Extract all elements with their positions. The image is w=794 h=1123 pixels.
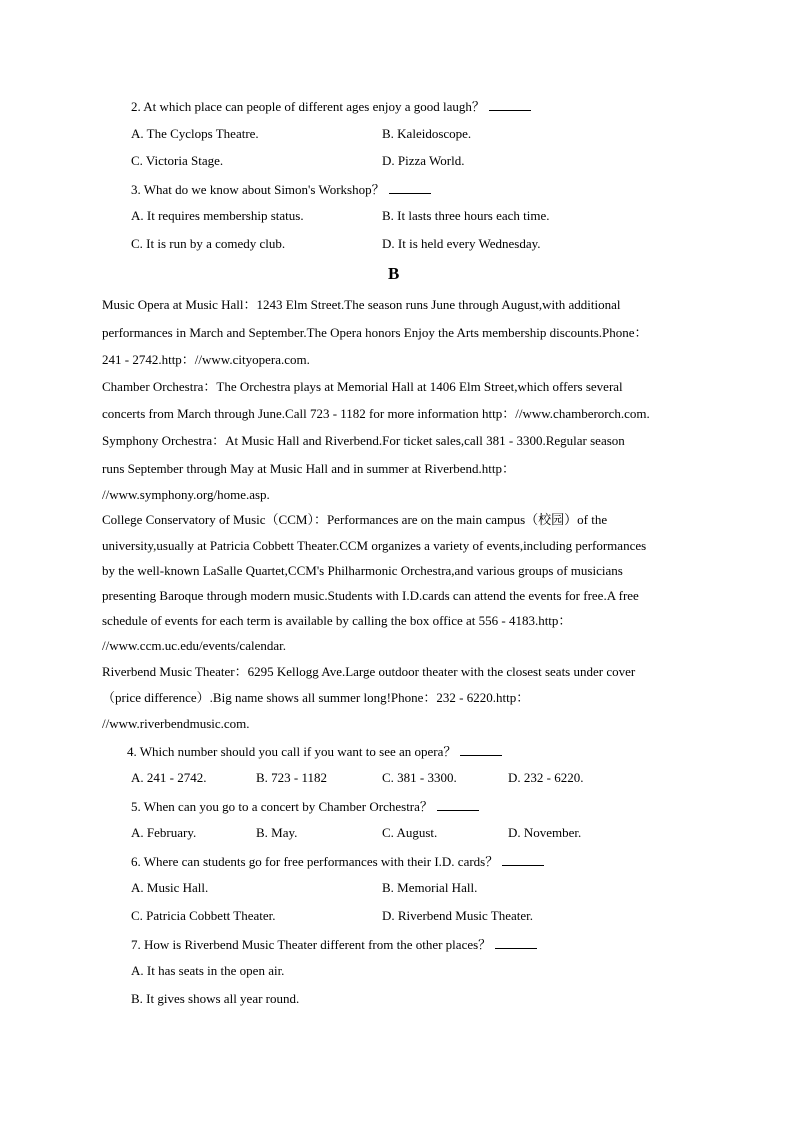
option-6c: C. Patricia Cobbett Theater. bbox=[131, 908, 276, 923]
option-4c: C. 381 - 3300. bbox=[382, 770, 457, 785]
question-prompt: 2. At which place can people of different ages enjoy a good laugh？ bbox=[131, 99, 485, 114]
question-5 bbox=[131, 798, 479, 815]
answer-blank[interactable] bbox=[495, 936, 537, 949]
passage-line: university,usually at Patricia Cobbett Theater.CCM organizes a variety of events,including performances bbox=[102, 538, 647, 553]
option-7b: B. It gives shows all year round. bbox=[131, 991, 300, 1006]
question-prompt: 6. Where can students go for free performances with their I.D. cards？ bbox=[131, 854, 499, 869]
passage-line: Music Opera at Music Hall：1243 Elm Street.The season runs June through August,with additional bbox=[102, 297, 621, 312]
option-7a: A. It has seats in the open air. bbox=[131, 963, 285, 978]
option-6d: D. Riverbend Music Theater. bbox=[382, 908, 534, 923]
answer-blank[interactable] bbox=[389, 181, 431, 194]
passage-line: performances in March and September.The Opera honors Enjoy the Arts membership discounts.Phone： bbox=[102, 325, 648, 340]
passage-line: concerts from March through June.Call 723 - 1182 for more information http：//www.chamberorch.com. bbox=[102, 406, 650, 421]
option-5a: A. February. bbox=[131, 825, 197, 840]
passage-line: 241 - 2742.http：//www.cityopera.com. bbox=[102, 352, 310, 367]
option-5c: C. August. bbox=[382, 825, 438, 840]
option-2a: A. The Cyclops Theatre. bbox=[131, 126, 259, 141]
option-2b: B. Kaleidoscope. bbox=[382, 126, 472, 141]
option-3c: C. It is run by a comedy club. bbox=[131, 236, 286, 251]
question-6 bbox=[131, 853, 544, 870]
option-4a: A. 241 - 2742. bbox=[131, 770, 207, 785]
passage-line: （price difference）.Big name shows all summer long!Phone：232 - 6220.http： bbox=[102, 690, 530, 705]
passage-line: College Conservatory of Music（CCM）：Performances are on the main campus（校园）of the bbox=[102, 512, 608, 527]
option-5d: D. November. bbox=[508, 825, 582, 840]
passage-line: Riverbend Music Theater：6295 Kellogg Ave.Large outdoor theater with the closest seats under cover bbox=[102, 664, 636, 679]
passage-line: schedule of events for each term is available by calling the box office at 556 - 4183.http： bbox=[102, 613, 572, 628]
answer-blank[interactable] bbox=[437, 798, 479, 811]
option-5b: B. May. bbox=[256, 825, 298, 840]
passage-line: Chamber Orchestra：The Orchestra plays at Memorial Hall at 1406 Elm Street,which offers several bbox=[102, 379, 623, 394]
passage-line: by the well-known LaSalle Quartet,CCM's Philharmonic Orchestra,and various groups of musicians bbox=[102, 563, 623, 578]
answer-blank[interactable] bbox=[502, 853, 544, 866]
passage-line: //www.ccm.uc.edu/events/calendar. bbox=[102, 638, 286, 653]
question-7 bbox=[131, 936, 537, 953]
answer-blank[interactable] bbox=[489, 98, 531, 111]
passage-line: runs September through May at Music Hall and in summer at Riverbend.http： bbox=[102, 461, 516, 476]
option-4b: B. 723 - 1182 bbox=[256, 770, 328, 785]
option-3b: B. It lasts three hours each time. bbox=[382, 208, 550, 223]
passage-line: presenting Baroque through modern music.Students with I.D.cards can attend the events for free.A free bbox=[102, 588, 639, 603]
question-prompt: 3. What do we know about Simon's Workshop？ bbox=[131, 182, 385, 197]
option-6b: B. Memorial Hall. bbox=[382, 880, 478, 895]
section-heading: B bbox=[388, 264, 400, 283]
answer-blank[interactable] bbox=[460, 743, 502, 756]
option-6a: A. Music Hall. bbox=[131, 880, 209, 895]
passage-line: Symphony Orchestra：At Music Hall and Riverbend.For ticket sales,call 381 - 3300.Regular season bbox=[102, 433, 625, 448]
option-2c: C. Victoria Stage. bbox=[131, 153, 224, 168]
option-3d: D. It is held every Wednesday. bbox=[382, 236, 541, 251]
passage-line: //www.symphony.org/home.asp. bbox=[102, 487, 270, 502]
passage-line: //www.riverbendmusic.com. bbox=[102, 716, 250, 731]
option-4d: D. 232 - 6220. bbox=[508, 770, 584, 785]
question-2 bbox=[131, 98, 531, 115]
question-prompt: 5. When can you go to a concert by Chamber Orchestra？ bbox=[131, 799, 433, 814]
question-4 bbox=[127, 743, 502, 760]
question-prompt: 7. How is Riverbend Music Theater different from the other places？ bbox=[131, 937, 492, 952]
option-2d: D. Pizza World. bbox=[382, 153, 465, 168]
question-prompt: 4. Which number should you call if you want to see an opera？ bbox=[127, 744, 457, 759]
question-3 bbox=[131, 181, 431, 198]
option-3a: A. It requires membership status. bbox=[131, 208, 304, 223]
